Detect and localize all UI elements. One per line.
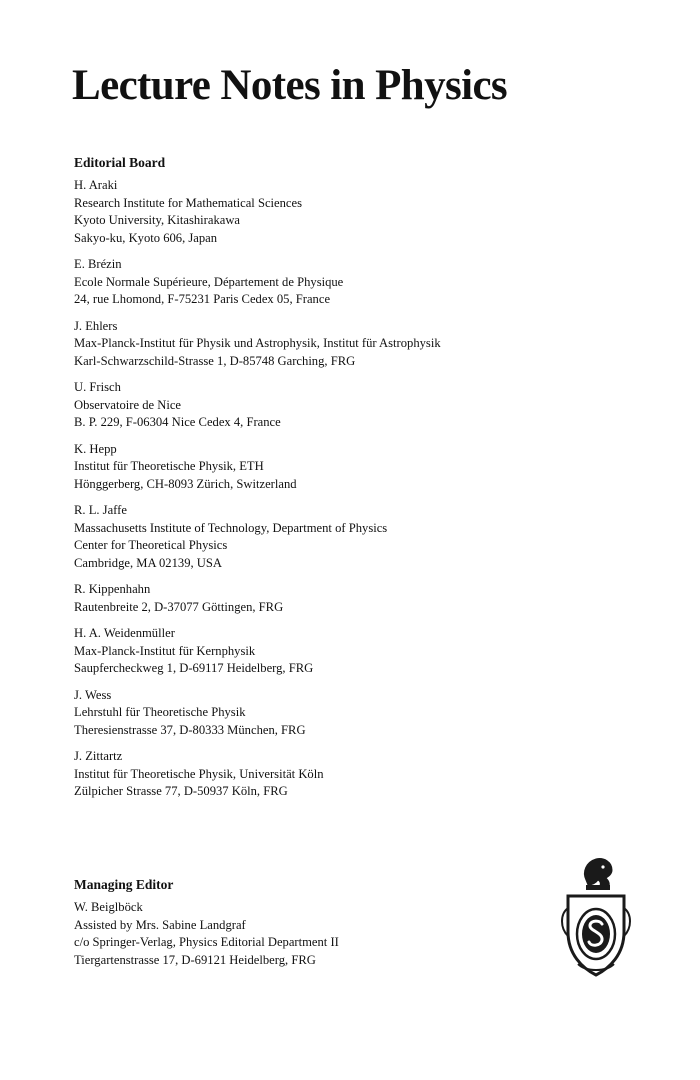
member-address-line: 24, rue Lhomond, F-75231 Paris Cedex 05, France	[74, 292, 331, 306]
member-name: J. Wess	[74, 687, 112, 702]
member-name: K. Hepp	[74, 441, 117, 456]
member-address-line: Sakyo-ku, Kyoto 606, Japan	[74, 230, 218, 245]
member-address-line: Max-Planck-Institut für Kernphysik	[74, 643, 256, 658]
board-member	[74, 502, 594, 572]
member-address-line: Institut für Theoretische Physik, ETH	[74, 459, 264, 473]
member-address-line: B. P. 229, F-06304 Nice Cedex 4, France	[74, 415, 281, 429]
member-address-line: Lehrstuhl für Theoretische Physik	[74, 705, 246, 719]
member-address-line: Karl-Schwarzschild-Strasse 1, D-85748 Garching, FRG	[74, 353, 356, 368]
board-member	[74, 256, 594, 309]
member-address-line: Ecole Normale Supérieure, Département de Physique	[74, 274, 344, 289]
member-address-line: Massachusetts Institute of Technology, Department of Physics	[74, 520, 388, 535]
member-address-line: Center for Theoretical Physics	[74, 538, 228, 552]
board-member	[74, 581, 594, 616]
board-member	[74, 318, 594, 371]
member-address-line: Zülpicher Strasse 77, D-50937 Köln, FRG	[74, 784, 288, 798]
member-address-line: Rautenbreite 2, D-37077 Göttingen, FRG	[74, 599, 284, 614]
member-address-line: Research Institute for Mathematical Sciences	[74, 195, 302, 210]
series-title: Lecture Notes in Physics	[72, 62, 508, 109]
member-address-line: Max-Planck-Institut für Physik und Astrophysik, Institut für Astrophysik	[74, 336, 441, 350]
member-name: U. Frisch	[74, 380, 121, 394]
member-address-line: Saupfercheckweg 1, D-69117 Heidelberg, FRG	[74, 661, 314, 675]
managing-editor-name: W. Beiglböck	[74, 900, 143, 914]
managing-editor-section	[74, 876, 594, 978]
board-member	[74, 177, 594, 247]
member-address-line: Kyoto University, Kitashirakawa	[74, 213, 241, 227]
editorial-board-section	[74, 154, 594, 810]
member-name: J. Ehlers	[74, 318, 118, 333]
member-name: R. Kippenhahn	[74, 582, 151, 596]
member-name: H. A. Weidenmüller	[74, 626, 175, 640]
managing-editor-line: c/o Springer-Verlag, Physics Editorial Department II	[74, 935, 339, 949]
managing-editor-entry	[74, 899, 594, 969]
member-address-line: Cambridge, MA 02139, USA	[74, 555, 222, 570]
managing-editor-line: Tiergartenstrasse 17, D-69121 Heidelberg, FRG	[74, 952, 316, 967]
editorial-board-heading: Editorial Board	[74, 155, 166, 170]
board-member	[74, 625, 594, 678]
member-address-line: Observatoire de Nice	[74, 397, 181, 412]
member-name: E. Brézin	[74, 257, 122, 271]
springer-chess-knight-icon	[556, 852, 636, 982]
managing-editor-line: Assisted by Mrs. Sabine Landgraf	[74, 917, 246, 932]
member-name: H. Araki	[74, 178, 118, 192]
member-address-line: Theresienstrasse 37, D-80333 München, FRG	[74, 722, 306, 737]
member-address-line: Institut für Theoretische Physik, Universität Köln	[74, 766, 324, 781]
member-name: R. L. Jaffe	[74, 503, 127, 517]
member-name: J. Zittartz	[74, 749, 123, 763]
board-member	[74, 687, 594, 740]
board-member	[74, 379, 594, 432]
board-member	[74, 441, 594, 494]
member-address-line: Hönggerberg, CH-8093 Zürich, Switzerland	[74, 476, 297, 491]
managing-editor-heading: Managing Editor	[74, 877, 174, 892]
board-member	[74, 748, 594, 801]
